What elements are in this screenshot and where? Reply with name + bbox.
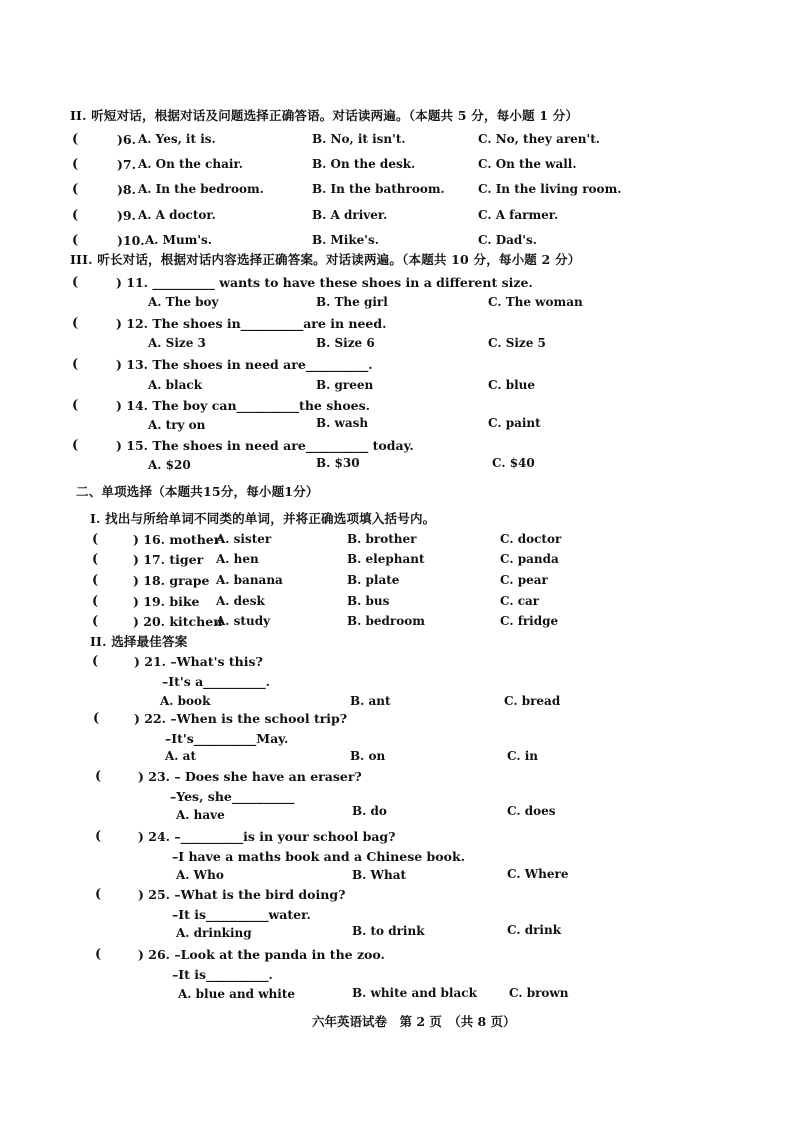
- option-c: C. Size 5: [488, 336, 546, 350]
- question-stem: ) 14. The boy can__________the shoes.: [116, 398, 371, 413]
- option-c: C. pear: [500, 573, 548, 587]
- answer-paren: (: [72, 182, 79, 197]
- option-b: B. No, it isn't.: [312, 132, 406, 146]
- option-a: A. In the bedroom.: [138, 182, 264, 196]
- option-b: B. white and black: [352, 986, 477, 1000]
- question-number: )6.: [117, 132, 136, 147]
- option-b: B. ant: [350, 694, 391, 708]
- answer-paren: (: [95, 887, 102, 902]
- option-c: C. Dad's.: [478, 233, 537, 247]
- option-b: B. A driver.: [312, 208, 388, 222]
- question-stem: ) 23. – Does she have an eraser?: [138, 769, 362, 784]
- option-c: C. Where: [507, 867, 569, 881]
- option-b: B. On the desk.: [312, 157, 416, 171]
- option-b: B. Size 6: [316, 336, 375, 350]
- option-b: B. elephant: [347, 552, 425, 566]
- section-header-listen-long: III. 听长对话，根据对话内容选择正确答案。对话读两遍。（本题共 10 分，每小题 2 分）: [70, 252, 581, 267]
- question-number: )7.: [117, 157, 136, 172]
- option-b: B. wash: [316, 416, 369, 430]
- answer-paren: (: [72, 316, 79, 331]
- option-b: B. Mike's.: [312, 233, 379, 247]
- answer-paren: (: [93, 711, 100, 726]
- option-b: B. What: [352, 868, 407, 882]
- answer-paren: (: [72, 233, 79, 248]
- option-a: A. The boy: [148, 295, 219, 309]
- option-a: A. On the chair.: [138, 157, 243, 171]
- option-b: B. $30: [316, 456, 360, 470]
- question-stem: ) 12. The shoes in__________are in need.: [116, 316, 387, 331]
- option-c: C. The woman: [488, 295, 583, 309]
- option-a: A. try on: [148, 418, 206, 432]
- answer-paren: (: [92, 654, 99, 669]
- option-c: C. $40: [492, 456, 535, 470]
- question-number: )10.: [117, 233, 145, 248]
- page-footer: 六年英语试卷 第 2 页 （共 8 页）: [312, 1014, 516, 1029]
- answer-paren: (: [95, 829, 102, 844]
- section-header-single-choice: 二、单项选择（本题共15分，每小题1分）: [76, 484, 319, 499]
- option-c: C. fridge: [500, 614, 559, 628]
- question-stem: ) 18. grape: [133, 573, 210, 588]
- option-c: C. does: [507, 804, 556, 818]
- option-a: A. $20: [148, 458, 191, 472]
- answer-paren: (: [95, 947, 102, 962]
- option-c: C. doctor: [500, 532, 562, 546]
- question-stem: ) 21. –What's this?: [134, 654, 263, 669]
- answer-paren: (: [92, 552, 99, 567]
- answer-paren: (: [72, 132, 79, 147]
- option-a: A. sister: [216, 532, 272, 546]
- question-stem: ) 19. bike: [133, 594, 200, 609]
- answer-paren: (: [72, 208, 79, 223]
- option-a: A. black: [148, 378, 203, 392]
- option-c: C. On the wall.: [478, 157, 577, 171]
- option-c: C. in: [507, 749, 538, 763]
- answer-line: –Yes, she__________: [170, 789, 295, 804]
- option-c: C. blue: [488, 378, 536, 392]
- question-stem: ) 15. The shoes in need are__________ today.: [116, 438, 414, 453]
- option-b: B. plate: [347, 573, 400, 587]
- option-a: A. Mum's.: [145, 233, 212, 247]
- option-b: B. to drink: [352, 924, 425, 938]
- question-stem: ) 25. –What is the bird doing?: [138, 887, 346, 902]
- question-stem: ) 26. –Look at the panda in the zoo.: [138, 947, 385, 962]
- option-a: A. Who: [176, 868, 224, 882]
- option-b: B. bedroom: [347, 614, 425, 628]
- question-stem: ) 24. –__________is in your school bag?: [138, 829, 396, 844]
- option-a: A. book: [160, 694, 211, 708]
- answer-paren: (: [92, 594, 99, 609]
- option-a: A. have: [176, 808, 225, 822]
- option-a: A. Size 3: [148, 336, 206, 350]
- answer-line: –It's__________May.: [165, 731, 289, 746]
- option-c: C. car: [500, 594, 540, 608]
- option-c: C. drink: [507, 923, 562, 937]
- answer-paren: (: [72, 438, 79, 453]
- answer-paren: (: [92, 614, 99, 629]
- option-c: C. panda: [500, 552, 559, 566]
- answer-paren: (: [92, 532, 99, 547]
- option-a: A. Yes, it is.: [138, 132, 216, 146]
- answer-paren: (: [72, 157, 79, 172]
- section-header-listen-short: II. 听短对话，根据对话及问题选择正确答语。对话读两遍。（本题共 5 分，每小题 1 分）: [70, 108, 579, 123]
- option-c: C. brown: [509, 986, 569, 1000]
- answer-paren: (: [72, 357, 79, 372]
- answer-line: –It is__________water.: [172, 907, 311, 922]
- option-a: A. blue and white: [178, 987, 296, 1001]
- answer-paren: (: [72, 275, 79, 290]
- question-number: )8.: [117, 182, 136, 197]
- answer-line: –I have a maths book and a Chinese book.: [172, 849, 465, 864]
- option-c: C. A farmer.: [478, 208, 559, 222]
- option-a: A. study: [216, 614, 271, 628]
- question-stem: ) 17. tiger: [133, 552, 204, 567]
- option-b: B. green: [316, 378, 374, 392]
- option-a: A. at: [165, 749, 196, 763]
- question-number: )9.: [117, 208, 136, 223]
- question-stem: ) 13. The shoes in need are__________.: [116, 357, 373, 372]
- option-c: C. paint: [488, 416, 541, 430]
- option-a: A. hen: [216, 552, 259, 566]
- option-b: B. brother: [347, 532, 417, 546]
- question-stem: ) 16. mother: [133, 532, 221, 547]
- option-a: A. banana: [216, 573, 283, 587]
- option-b: B. bus: [347, 594, 390, 608]
- option-b: B. The girl: [316, 295, 388, 309]
- subsection-best-answer: II. 选择最佳答案: [90, 634, 188, 649]
- question-stem: ) 22. –When is the school trip?: [134, 711, 348, 726]
- option-b: B. In the bathroom.: [312, 182, 445, 196]
- option-a: A. drinking: [176, 926, 252, 940]
- option-b: B. do: [352, 804, 387, 818]
- answer-line: –It's a__________.: [162, 674, 271, 689]
- answer-paren: (: [95, 769, 102, 784]
- answer-paren: (: [72, 398, 79, 413]
- option-c: C. In the living room.: [478, 182, 622, 196]
- option-a: A. desk: [216, 594, 265, 608]
- option-b: B. on: [350, 749, 386, 763]
- question-stem: ) 11. __________ wants to have these shoes in a different size.: [116, 275, 533, 290]
- option-c: C. No, they aren't.: [478, 132, 600, 146]
- question-stem: ) 20. kitchen: [133, 614, 223, 629]
- answer-line: –It is__________.: [172, 967, 273, 982]
- option-a: A. A doctor.: [138, 208, 216, 222]
- subsection-odd-one-out: I. 找出与所给单词不同类的单词，并将正确选项填入括号内。: [90, 511, 436, 526]
- answer-paren: (: [92, 573, 99, 588]
- option-c: C. bread: [504, 694, 561, 708]
